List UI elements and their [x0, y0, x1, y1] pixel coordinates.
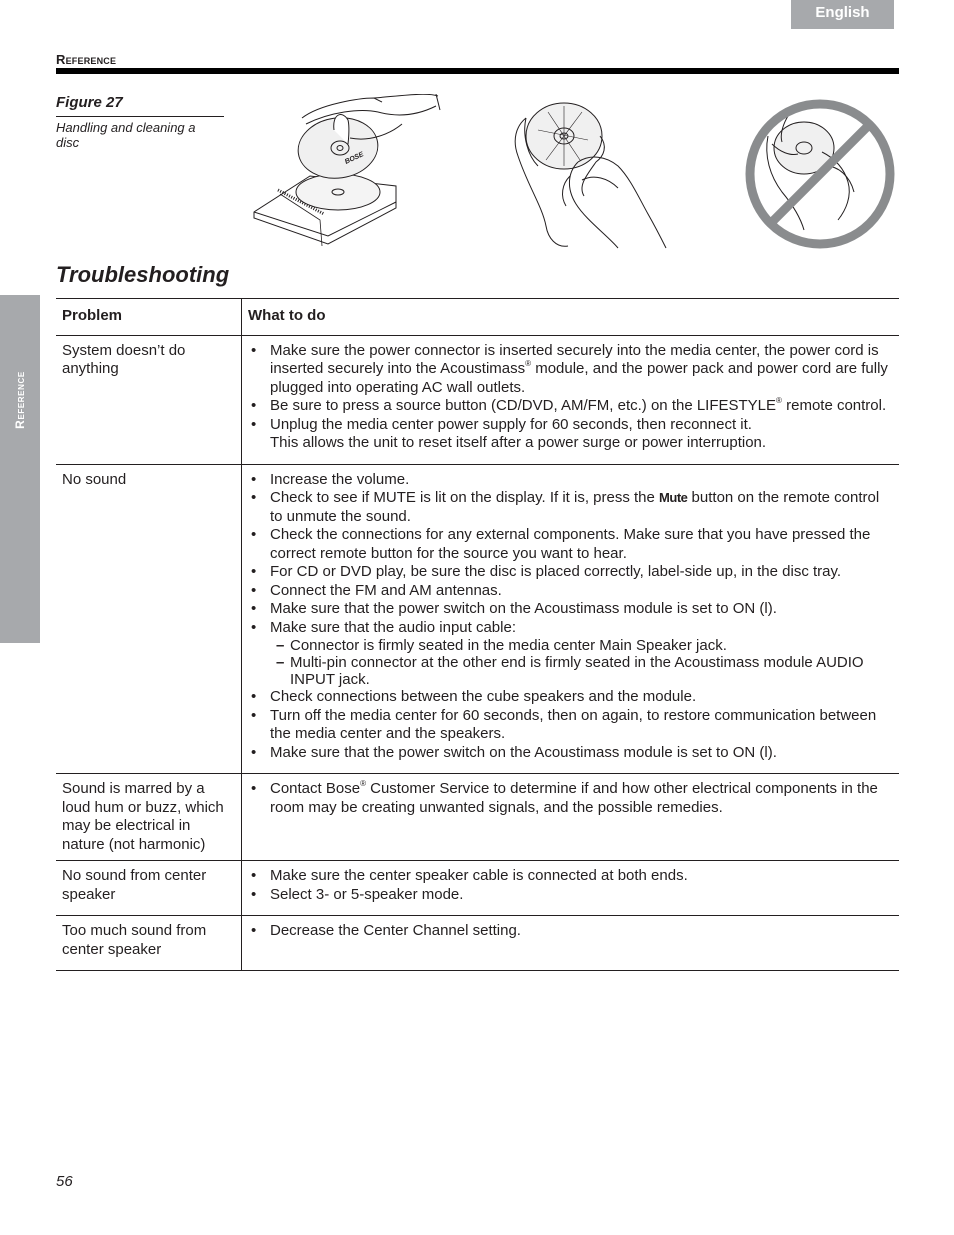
disc-logo-text: BOSE — [343, 151, 365, 166]
table-header-row — [56, 299, 899, 336]
step-item: • Connect the FM and AM antennas. — [248, 582, 893, 601]
step-item: • Contact Bose® Customer Service to determine if and how other electrical components in the room may be creating unwanted signals, and the possible remedies. — [248, 780, 893, 817]
solution-cell — [242, 464, 900, 774]
page-number: 56 — [56, 1173, 73, 1190]
step-item: • Turn off the media center for 60 seconds, then on again, to restore communication between the media center and the speakers. — [248, 707, 893, 744]
solution-cell — [242, 861, 900, 916]
step-item: • Check the connections for any external components. Make sure that you have pressed the correct remote button for the source you want to hear. — [248, 526, 893, 563]
wiping-disc-illustration — [508, 96, 672, 252]
solution-cell — [242, 916, 900, 971]
side-tab — [0, 295, 40, 643]
step-item: • Increase the volume. — [248, 471, 893, 490]
language-tab[interactable]: English — [791, 0, 894, 29]
problem-cell: No sound — [56, 464, 242, 774]
figure-caption: Handling and cleaning a disc — [56, 120, 196, 150]
sub-step-item: – Connector is firmly seated in the media center Main Speaker jack. — [270, 637, 893, 654]
disc-in-case-illustration — [250, 94, 442, 250]
table-row — [56, 464, 899, 774]
side-tab-label: Reference — [13, 371, 27, 429]
column-header-what-to-do: What to do — [242, 299, 900, 336]
step-item: • Decrease the Center Channel setting. — [248, 922, 893, 941]
step-item: • Make sure the center speaker cable is connected at both ends. — [248, 867, 893, 886]
figure-number: Figure 27 — [56, 94, 123, 111]
column-header-problem: Problem — [56, 299, 242, 336]
step-item: • Be sure to press a source button (CD/DVD, AM/FM, etc.) on the LIFESTYLE® remote control. — [248, 397, 893, 416]
table-row — [56, 335, 899, 464]
solution-cell — [242, 335, 900, 464]
problem-cell: Too much sound from center speaker — [56, 916, 242, 971]
problem-cell: No sound from center speaker — [56, 861, 242, 916]
step-item: • Check to see if MUTE is lit on the display. If it is, press the Mute button on the remote control to unmute the sound. — [248, 489, 893, 526]
header-rule — [56, 68, 899, 74]
step-item: • Make sure the power connector is inserted securely into the media center, the power cord is inserted securely into the Acoustimass® module, and the power pack and power cord are fully plugged into operating AC wall outlets. — [248, 342, 893, 398]
step-item: • Make sure that the power switch on the Acoustimass module is set to ON (l). — [248, 744, 893, 763]
problem-cell: System doesn’t do anything — [56, 335, 242, 464]
troubleshooting-table — [56, 298, 899, 971]
step-item: • Make sure that the power switch on the Acoustimass module is set to ON (l). — [248, 600, 893, 619]
step-item: • For CD or DVD play, be sure the disc is placed correctly, label-side up, in the disc tray. — [248, 563, 893, 582]
table-row — [56, 916, 899, 971]
step-item: • Make sure that the audio input cable: – Connector is firmly seated in the media center Main Speaker jack. – Multi-pin connector at the other end is firmly seated in the Acoustimass module AUDIO INPUT jack. — [248, 619, 893, 689]
step-item: • Select 3- or 5-speaker mode. — [248, 886, 893, 905]
section-heading: Reference — [56, 52, 117, 67]
figure-rule — [56, 116, 224, 117]
table-row — [56, 774, 899, 861]
prohibited-handling-illustration — [742, 96, 898, 252]
mute-button-label: Mute — [659, 490, 688, 505]
solution-cell — [242, 774, 900, 861]
table-row — [56, 861, 899, 916]
sub-step-item: – Multi-pin connector at the other end is firmly seated in the Acoustimass module AUDIO INPUT jack. — [270, 654, 893, 688]
problem-cell: Sound is marred by a loud hum or buzz, which may be electrical in nature (not harmonic) — [56, 774, 242, 861]
step-item: • Unplug the media center power supply for 60 seconds, then reconnect it. This allows the unit to reset itself after a power surge or power interruption. — [248, 416, 893, 453]
troubleshooting-title: Troubleshooting — [56, 262, 230, 287]
step-item: • Check connections between the cube speakers and the module. — [248, 688, 893, 707]
